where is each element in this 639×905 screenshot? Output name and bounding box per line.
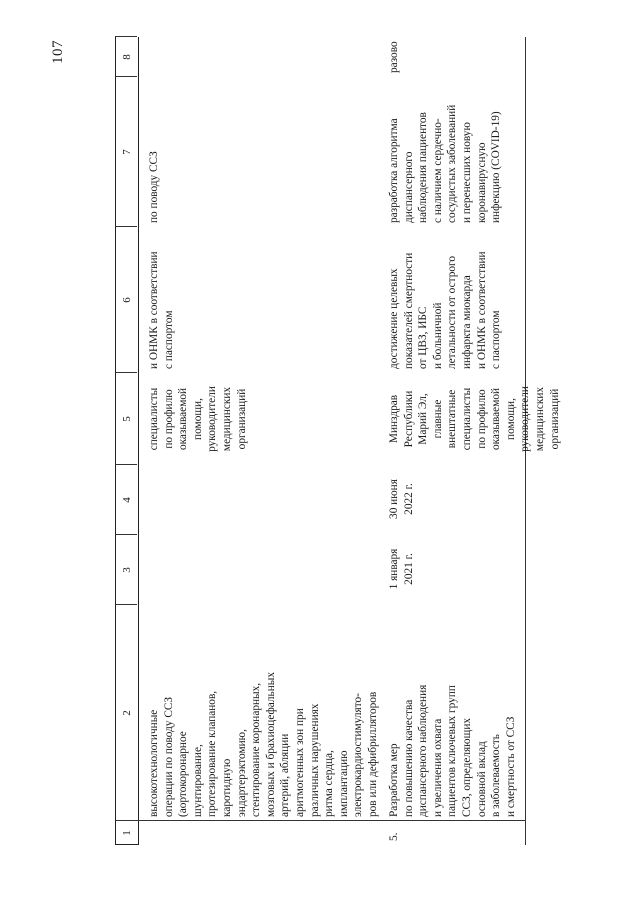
responsible-text: специалисты по профилю оказываемой помощи, руководители медицинских организаций — [148, 386, 248, 452]
column-divider — [115, 464, 137, 465]
column-divider — [115, 604, 137, 605]
column-divider — [115, 820, 525, 821]
column-number: 7 — [121, 149, 133, 155]
measure-text: высокотехнологичные операции по поводу ССЗ (аортокоронарное шунтирование, протезирование клапанов, каротидную эндартерэктомию, стентирование коронарных, мозговых и брахиоцефальных артерий, абляции аритмогенных зон при различных нарушениях ритма сердца, имплантацию электрокардиостимулято- ров или дефибрилляторов — [148, 672, 379, 817]
periodicity-text: разово — [388, 41, 400, 73]
start-date: 1 января 2021 г. — [388, 548, 415, 590]
column-divider — [115, 36, 137, 37]
column-divider — [115, 76, 137, 77]
column-number: 3 — [121, 567, 133, 573]
column-divider — [115, 226, 137, 227]
column-numbers-row — [115, 37, 139, 845]
column-number: 4 — [121, 497, 133, 503]
indicator-text: и ОНМК в соответствии с паспортом — [148, 251, 175, 369]
row-number: 5. — [388, 832, 400, 841]
column-number: 6 — [121, 297, 133, 303]
result-text: по поводу ССЗ — [148, 151, 160, 223]
page-number: 107 — [50, 40, 66, 64]
measures-table — [115, 37, 561, 845]
column-number: 1 — [121, 830, 133, 836]
column-divider — [115, 534, 137, 535]
column-number: 8 — [121, 54, 133, 60]
column-number: 5 — [121, 416, 133, 422]
indicator-text: достижение целевых показателей смертности от ЦВЗ, ИБС и больничной летальности от острого инфаркта миокарда и ОНМК в соответствии с паспортом — [388, 251, 503, 369]
end-date: 30 июня 2022 г. — [388, 479, 415, 519]
result-text: разработка алгоритма диспансерного наблюдения пациентов с наличием сердечно- сосудистых заболеваний и перенесших новую коронавирусную инфекцию (COVID-19) — [388, 104, 503, 223]
column-divider — [115, 372, 137, 373]
responsible-text: Минздрав Республики Марий Эл, главные внештатные специалисты по профилю оказываемой помощи, руководители медицинских организаций — [388, 386, 561, 452]
column-number: 2 — [121, 710, 133, 716]
measure-text: Разработка мер по повышению качества диспансерного наблюдения и увеличения охвата пациентов ключевых групп ССЗ, определяющих основной вклад в заболеваемость и смертность от ССЗ — [388, 684, 517, 817]
